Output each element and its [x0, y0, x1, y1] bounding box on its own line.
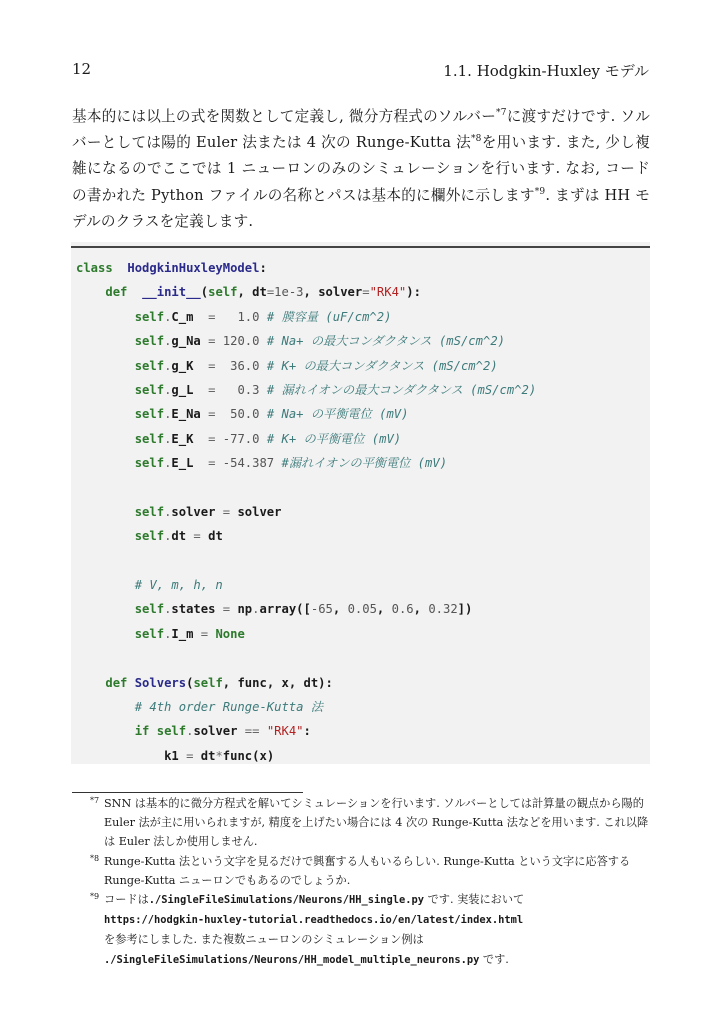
code-token: class — [76, 261, 113, 275]
code-line — [76, 500, 650, 524]
code-line — [76, 549, 650, 573]
code-token: . — [164, 456, 172, 471]
code-token: None — [215, 626, 245, 641]
footnote-7 — [72, 794, 652, 852]
code-token: # V, m, h, n — [134, 578, 223, 593]
code-token: C_m — [171, 309, 194, 324]
code-indent — [76, 749, 164, 763]
code-token — [259, 432, 266, 446]
code-token: self — [134, 529, 165, 544]
code-token: , — [413, 602, 429, 617]
code-line — [76, 622, 650, 646]
code-token: = — [193, 431, 223, 446]
code-token: . — [164, 504, 172, 519]
code-token: Solvers — [134, 675, 187, 690]
code-token — [259, 383, 266, 397]
code-token: 0.32 — [428, 602, 458, 617]
code-token: = — [200, 334, 223, 349]
footnote-ref-8[interactable]: *8 — [470, 134, 482, 145]
code-token: 120.0 — [222, 334, 260, 349]
code-indent — [76, 529, 135, 543]
code-line — [76, 451, 650, 475]
code-token: ( — [186, 675, 194, 690]
code-token — [259, 334, 266, 348]
file-path: ./SingleFileSimulations/Neurons/HH_single.py — [148, 894, 425, 907]
code-indent — [76, 285, 105, 299]
code-token: 0.3 — [237, 382, 260, 397]
code-token: . — [164, 334, 172, 349]
code-token — [127, 676, 134, 690]
body-text-segment: . まずは HH モデルのクラスを定義します. — [72, 186, 650, 230]
code-token: ): — [406, 285, 421, 300]
code-token: "RK4" — [369, 285, 407, 300]
code-token: = — [215, 602, 238, 617]
code-line — [76, 597, 650, 621]
body-text-segment: 基本的には以上の式を関数として定義し, 微分方程式のソルバー — [72, 108, 497, 125]
code-token: 36.0 — [230, 358, 260, 373]
code-line — [76, 354, 650, 378]
code-token: -54.387 — [222, 456, 275, 471]
running-title: 1.1. Hodgkin-Huxley モデル — [443, 62, 649, 80]
code-top-rule — [71, 246, 650, 248]
code-token: def — [105, 675, 128, 690]
code-token: g_K — [171, 358, 194, 373]
code-token: self — [134, 334, 165, 349]
footnote-text: Runge-Kutta 法という文字を見るだけで興奮する人もいるらしい. Runge-Kutta という文字に応答する Runge-Kutta ニューロンでもあるのでしょうか. — [104, 854, 631, 887]
code-line — [76, 280, 650, 304]
code-token: 0.05 — [347, 602, 377, 617]
code-token: self — [134, 456, 165, 471]
code-token: self — [134, 504, 165, 519]
code-token: = — [193, 358, 231, 373]
code-token: # 漏れイオンの最大コンダクタンス (mS/cm^2) — [266, 382, 537, 397]
code-token: np — [237, 602, 253, 617]
code-token: 50.0 — [230, 407, 260, 422]
footnote-mark: *8 — [90, 853, 100, 863]
code-token: __init__ — [142, 285, 201, 300]
code-indent — [76, 627, 135, 641]
code-token: = — [178, 748, 201, 763]
footnote-mark: *7 — [90, 796, 100, 805]
code-token: -65 — [310, 602, 333, 617]
footnote-ref-7[interactable]: *7 — [496, 108, 507, 118]
code-token: states — [171, 602, 216, 617]
code-line — [76, 402, 650, 426]
code-token: = — [362, 285, 370, 300]
code-line — [76, 744, 650, 768]
code-token: self — [134, 309, 165, 324]
code-token: # 膜容量 (uF/cm^2) — [266, 309, 392, 324]
code-token: = — [200, 407, 231, 422]
code-token: , dt — [237, 285, 267, 300]
code-token: . — [164, 407, 172, 422]
code-token: . — [252, 602, 260, 617]
code-token — [259, 407, 266, 421]
code-token: . — [164, 626, 172, 641]
code-token: E_L — [171, 456, 194, 471]
page-header — [72, 60, 649, 84]
code-line — [76, 427, 650, 451]
code-token: func(x) — [222, 748, 275, 763]
code-token: 0.6 — [391, 602, 414, 617]
code-token: # 4th order Runge-Kutta 法 — [134, 700, 323, 715]
code-token: k1 — [164, 748, 179, 763]
code-token: ]) — [457, 602, 473, 617]
code-token: . — [164, 309, 172, 324]
code-indent — [76, 407, 135, 421]
code-token: , — [332, 602, 348, 617]
code-token: g_L — [171, 382, 194, 397]
footnote-mark: *9 — [90, 892, 100, 902]
body-paragraph — [72, 104, 650, 235]
footnote-text: コードは — [104, 893, 149, 907]
code-line — [76, 719, 650, 743]
code-token: ( — [200, 285, 209, 300]
code-indent — [76, 383, 135, 397]
code-token: I_m — [171, 626, 194, 641]
footnote-text: です. — [479, 952, 509, 966]
tutorial-link[interactable]: https://hodgkin-huxley-tutorial.readthedocs.io/en/latest/index.html — [104, 914, 524, 927]
code-token: g_Na — [171, 334, 201, 349]
code-token: self — [134, 407, 165, 422]
code-indent — [76, 456, 135, 470]
code-token: . — [164, 529, 172, 544]
body-text-segment: に渡すだけです. ソルバーとしては陽的 Euler 法または 4 次の Runge-Kutta 法 — [72, 108, 651, 152]
code-indent — [76, 359, 135, 373]
code-token: #漏れイオンの平衡電位 (mV) — [281, 456, 448, 471]
code-token — [127, 285, 142, 299]
code-token — [274, 456, 281, 470]
code-token: : — [303, 724, 311, 739]
body-text-segment: を用います. また, 少し複雑になるのでここでは 1 ニューロンのみのシミュレーションを行います. なお, コードの書かれた Python ファイルの名称とパスは基本的に欄外に示します — [72, 134, 650, 204]
code-indent — [76, 602, 135, 616]
code-token: 1.0 — [237, 309, 260, 324]
code-token: self — [134, 358, 165, 373]
code-token: = — [215, 504, 238, 519]
code-token: = — [193, 382, 238, 397]
code-token: dt — [171, 529, 187, 544]
footnote-divider — [72, 792, 303, 793]
page-number: 12 — [72, 60, 92, 78]
code-token: = — [193, 626, 216, 641]
code-token: . — [164, 358, 172, 373]
code-token: dt — [200, 748, 216, 763]
code-token: # K+ の平衡電位 (mV) — [266, 431, 402, 446]
code-token — [113, 261, 128, 275]
code-token: = — [193, 456, 223, 471]
code-line — [76, 378, 650, 402]
code-token: : — [259, 261, 267, 275]
code-listing — [71, 242, 650, 764]
code-token: * — [215, 748, 223, 763]
code-token: 1e-3 — [274, 285, 304, 300]
code-token — [259, 310, 266, 324]
code-token: self — [193, 675, 223, 690]
code-line — [76, 646, 650, 670]
code-token: E_K — [171, 431, 194, 446]
footnote-ref-9[interactable]: *9 — [534, 186, 546, 197]
code-token: == — [237, 724, 267, 739]
code-token: self — [134, 626, 165, 641]
code-indent — [76, 700, 135, 714]
code-line — [76, 573, 650, 597]
code-indent — [76, 724, 135, 738]
code-token: self — [134, 382, 165, 397]
file-path: ./SingleFileSimulations/Neurons/HH_model_multiple_neurons.py — [104, 953, 480, 966]
footnote-text: を参考にしました. また複数ニューロンのシミュレーション例は — [104, 933, 424, 947]
code-token: # Na+ の最大コンダクタンス (mS/cm^2) — [266, 334, 505, 349]
footnote-8 — [72, 852, 652, 890]
code-token: self — [134, 431, 165, 446]
code-token: E_Na — [171, 407, 201, 422]
code-token: array([ — [259, 602, 311, 617]
footnote-9 — [72, 890, 652, 970]
code-indent — [76, 505, 135, 519]
code-indent — [76, 310, 135, 324]
footnotes — [72, 794, 652, 970]
code-token: . — [164, 602, 172, 617]
code-indent — [76, 432, 135, 446]
code-line — [76, 524, 650, 548]
code-line — [76, 671, 650, 695]
code-token — [149, 724, 156, 738]
footnote-text: SNN は基本的に微分方程式を解いてシミュレーションを行います. ソルバーとしては計算量の観点から陽的 Euler 法が主に用いられますが, 精度を上げたい場合には 4 次の Runge-Kutta 法などを用います. これ以降は Euler 法しか使用しません. — [104, 797, 649, 849]
code-token: # K+ の最大コンダクタンス (mS/cm^2) — [266, 358, 498, 373]
code-token: -77.0 — [222, 431, 260, 446]
code-token: solver — [193, 724, 238, 739]
code-token: . — [164, 382, 172, 397]
code-indent — [76, 676, 105, 690]
code-line — [76, 305, 650, 329]
code-token: = — [193, 309, 238, 324]
code-lines — [76, 256, 650, 768]
code-token: "RK4" — [266, 724, 304, 739]
code-token — [259, 359, 266, 373]
code-token: if — [134, 724, 150, 739]
code-token: , func, x, dt): — [222, 675, 333, 690]
code-token: = — [186, 529, 209, 544]
code-token: . — [164, 431, 172, 446]
code-token: def — [105, 285, 128, 300]
code-token: self — [208, 285, 238, 300]
code-token: # Na+ の平衡電位 (mV) — [266, 407, 409, 422]
code-token: self — [134, 602, 165, 617]
code-token: , — [376, 602, 392, 617]
code-token: dt — [208, 529, 223, 544]
code-line — [76, 695, 650, 719]
code-token: , solver — [303, 285, 363, 300]
code-token: solver — [237, 504, 282, 519]
code-indent — [76, 578, 135, 592]
code-line — [76, 256, 650, 280]
code-token: = — [266, 285, 275, 300]
code-token: solver — [171, 504, 216, 519]
code-line — [76, 476, 650, 500]
code-indent — [76, 334, 135, 348]
code-token: HodgkinHuxleyModel — [127, 261, 260, 275]
footnote-text: です. 実装において — [424, 893, 525, 907]
code-line — [76, 329, 650, 353]
code-token: . — [186, 724, 194, 739]
code-token: self — [156, 724, 187, 739]
